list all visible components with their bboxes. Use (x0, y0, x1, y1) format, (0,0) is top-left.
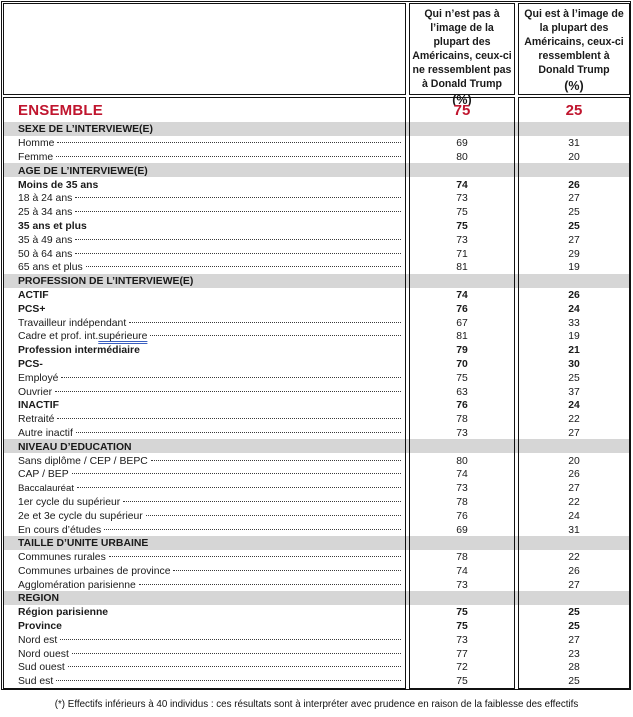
row-value: 73 (456, 579, 468, 591)
footnote: (*) Effectifs inférieurs à 40 individus : ces résultats sont à interpréter avec prudence en raison de la faiblesse des effectifs (54, 699, 579, 710)
row-value-cell (519, 151, 629, 165)
row-value-cell (410, 675, 514, 689)
row-value-cell (519, 358, 629, 372)
row-value-cell (519, 164, 629, 178)
row-label-text: PCS- (18, 358, 43, 370)
row-value-cell (519, 413, 629, 427)
row-label-item (4, 551, 405, 565)
row-value-cell (410, 440, 514, 454)
row-value-cell (410, 399, 514, 413)
row-label-text: NIVEAU D’EDUCATION (18, 441, 132, 453)
row-value: 25 (565, 102, 583, 119)
row-value: 76 (456, 400, 468, 412)
row-value: 69 (456, 524, 468, 536)
row-value: 20 (568, 151, 580, 163)
row-value-cell (410, 427, 514, 441)
row-value: 72 (456, 662, 468, 674)
row-label-text: PROFESSION DE L’INTERVIEWE(E) (18, 276, 194, 288)
row-label-text: Sud est (18, 676, 54, 688)
row-label-item (4, 206, 405, 220)
row-value: 20 (568, 455, 580, 467)
row-value-cell (519, 344, 629, 358)
row-value-cell (410, 98, 514, 123)
row-label-text: Travailleur indépendant (18, 317, 127, 329)
row-label-item (4, 468, 405, 482)
row-value: 28 (568, 662, 580, 674)
row-label-bold (4, 399, 405, 413)
row-value: 80 (456, 455, 468, 467)
dot-leader (75, 238, 401, 240)
row-label-item (4, 661, 405, 675)
row-value-cell (410, 192, 514, 206)
row-value-cell (519, 178, 629, 192)
row-value-cell (519, 275, 629, 289)
row-value-cell (410, 164, 514, 178)
row-value-cell (519, 302, 629, 316)
row-value-cell (519, 206, 629, 220)
row-value-cell (519, 606, 629, 620)
dot-leader (109, 555, 401, 557)
row-value: 75 (456, 220, 468, 232)
row-value-cell (519, 675, 629, 689)
row-value: 74 (456, 565, 468, 577)
row-value-cell (410, 137, 514, 151)
row-value-cell (519, 496, 629, 510)
row-value-cell (410, 647, 514, 661)
row-value: 30 (568, 358, 580, 370)
row-value: 75 (456, 676, 468, 688)
row-value-cell (410, 633, 514, 647)
dot-leader (173, 569, 401, 571)
row-label-section (4, 275, 405, 289)
row-label-text: ENSEMBLE (18, 102, 103, 119)
row-value-cell (519, 330, 629, 344)
row-label-text: Femme (18, 151, 54, 163)
row-value: 22 (568, 552, 580, 564)
row-value-cell (519, 523, 629, 537)
dot-leader (86, 265, 401, 267)
row-value-cell (410, 565, 514, 579)
row-value-cell (410, 330, 514, 344)
row-value: 75 (456, 372, 468, 384)
row-value-cell (410, 289, 514, 303)
row-label-item (4, 578, 405, 592)
row-value: 78 (456, 414, 468, 426)
row-value-cell (519, 371, 629, 385)
row-label-item (4, 509, 405, 523)
row-value-cell (410, 454, 514, 468)
dot-leader (72, 472, 401, 474)
row-value-cell (410, 661, 514, 675)
row-value-cell (410, 371, 514, 385)
row-value: 63 (456, 386, 468, 398)
row-value: 22 (568, 496, 580, 508)
row-value-cell (410, 302, 514, 316)
row-value-cell (519, 468, 629, 482)
row-label-text: Profession intermédiaire (18, 345, 140, 357)
row-label-text: 35 à 49 ans (18, 234, 73, 246)
header-column-is-image-percent: (%) (564, 78, 584, 93)
row-label-text: INACTIF (18, 400, 59, 412)
row-value-cell (519, 261, 629, 275)
row-value-cell (519, 647, 629, 661)
row-value: 19 (568, 262, 580, 274)
row-value-cell (410, 316, 514, 330)
row-value-cell (519, 661, 629, 675)
row-label-text: 25 à 34 ans (18, 207, 73, 219)
row-label-text: Sud ouest (18, 662, 65, 674)
row-value-cell (410, 413, 514, 427)
row-value: 69 (456, 138, 468, 150)
row-label-item (4, 523, 405, 537)
row-label-text: Moins de 35 ans (18, 179, 99, 191)
row-value: 23 (568, 648, 580, 660)
header-column-is-image (518, 3, 630, 95)
row-value: 37 (568, 386, 580, 398)
row-value: 75 (456, 621, 468, 633)
row-value-cell (519, 233, 629, 247)
dot-leader (72, 652, 401, 654)
label-column (3, 97, 406, 689)
row-value-cell (519, 192, 629, 206)
dot-leader (61, 376, 401, 378)
row-value: 25 (568, 207, 580, 219)
row-label-ensemble (4, 98, 405, 123)
row-value-cell (410, 537, 514, 551)
row-value: 25 (568, 372, 580, 384)
row-value: 78 (456, 552, 468, 564)
row-value-cell (410, 247, 514, 261)
row-label-text: Nord est (18, 634, 58, 646)
row-value: 24 (568, 303, 580, 315)
row-value-cell (410, 496, 514, 510)
row-value-cell (519, 137, 629, 151)
dot-leader (56, 679, 401, 681)
row-value-cell (519, 385, 629, 399)
row-value: 29 (568, 248, 580, 260)
row-value: 67 (456, 317, 468, 329)
row-label-section (4, 440, 405, 454)
row-value: 74 (456, 469, 468, 481)
row-value-cell (519, 592, 629, 606)
dot-leader (129, 321, 401, 323)
row-value-cell (519, 509, 629, 523)
header-column-not-image-text: Qui n’est pas à l’image de la plupart des Américains, ceux-ci ne ressemblent pas à Donald Trump (412, 8, 512, 90)
row-value: 73 (456, 634, 468, 646)
row-value: 25 (568, 607, 580, 619)
row-label-text: Agglomération parisienne (18, 579, 136, 591)
row-value: 74 (456, 179, 468, 191)
row-value-cell (410, 606, 514, 620)
row-value-cell (410, 178, 514, 192)
row-label-item (4, 454, 405, 468)
row-value-cell (519, 247, 629, 261)
row-label-text: REGION (18, 593, 59, 605)
dot-leader (75, 196, 401, 198)
dot-leader (55, 390, 401, 392)
dot-leader (75, 252, 401, 254)
row-label-text: SEXE DE L’INTERVIEWE(E) (18, 124, 153, 136)
row-value-cell (519, 98, 629, 123)
row-value-cell (410, 233, 514, 247)
row-label-underlined-text: supérieure (98, 331, 148, 343)
row-label-item (4, 151, 405, 165)
row-label-section (4, 537, 405, 551)
row-label-text: Cadre et prof. int. (18, 331, 99, 343)
row-label-item (4, 261, 405, 275)
row-value: 25 (568, 621, 580, 633)
row-label-bold (4, 344, 405, 358)
row-value-cell (519, 123, 629, 137)
row-value: 75 (456, 607, 468, 619)
dot-leader (60, 638, 401, 640)
row-value: 27 (568, 427, 580, 439)
row-value: 75 (453, 102, 471, 119)
row-value: 27 (568, 483, 580, 495)
row-value: 73 (456, 193, 468, 205)
row-label-item (4, 427, 405, 441)
row-value: 26 (568, 179, 580, 191)
row-value-cell (410, 275, 514, 289)
header-column-not-image (409, 3, 515, 107)
row-value: 77 (456, 648, 468, 660)
row-value-cell (410, 592, 514, 606)
row-label-section (4, 592, 405, 606)
row-value: 33 (568, 317, 580, 329)
row-label-item (4, 330, 405, 344)
row-label-text: Baccalauréat (18, 483, 74, 495)
row-value: 81 (456, 262, 468, 274)
row-value: 73 (456, 234, 468, 246)
row-value: 76 (456, 303, 468, 315)
dot-leader (76, 431, 401, 433)
row-label-text: AGE DE L’INTERVIEWE(E) (18, 165, 148, 177)
dot-leader (151, 459, 401, 461)
table-body (3, 97, 630, 689)
row-value-cell (410, 123, 514, 137)
row-value: 73 (456, 427, 468, 439)
row-label-item (4, 496, 405, 510)
row-value: 26 (568, 469, 580, 481)
row-value: 31 (568, 138, 580, 150)
row-label-item (4, 371, 405, 385)
row-value-cell (410, 206, 514, 220)
row-label-text: Communes urbaines de province (18, 565, 171, 577)
row-label-text: En cours d’études (18, 524, 102, 536)
row-value-cell (410, 482, 514, 496)
row-label-section (4, 164, 405, 178)
values-column-not-image (409, 97, 515, 689)
dot-leader (77, 486, 401, 488)
row-label-text: 18 à 24 ans (18, 193, 73, 205)
row-value: 26 (568, 289, 580, 301)
row-label-item (4, 137, 405, 151)
row-label-item (4, 413, 405, 427)
dot-leader (123, 500, 401, 502)
row-value-cell (519, 565, 629, 579)
row-label-text: 35 ans et plus (18, 220, 87, 232)
row-value: 27 (568, 634, 580, 646)
row-value-cell (519, 633, 629, 647)
row-value: 24 (568, 400, 580, 412)
row-value: 27 (568, 579, 580, 591)
dot-leader (75, 210, 401, 212)
row-value: 78 (456, 496, 468, 508)
row-label-bold (4, 358, 405, 372)
row-label-bold (4, 606, 405, 620)
row-label-item (4, 385, 405, 399)
row-value-cell (410, 578, 514, 592)
row-value: 79 (456, 345, 468, 357)
row-label-text: Communes rurales (18, 552, 106, 564)
row-value-cell (519, 440, 629, 454)
row-label-bold (4, 220, 405, 234)
row-value-cell (410, 220, 514, 234)
row-label-bold (4, 620, 405, 634)
row-value-cell (519, 578, 629, 592)
row-label-text: Ouvrier (18, 386, 53, 398)
header-empty-cell (3, 3, 406, 95)
row-label-text: Région parisienne (18, 607, 109, 619)
row-label-text: 50 à 64 ans (18, 248, 73, 260)
row-value-cell (519, 482, 629, 496)
row-label-item (4, 316, 405, 330)
row-label-text: Province (18, 621, 62, 633)
row-value-cell (519, 454, 629, 468)
row-label-text: Sans diplôme / CEP / BEPC (18, 455, 148, 467)
dot-leader (57, 417, 401, 419)
row-value: 71 (456, 248, 468, 260)
row-value-cell (410, 385, 514, 399)
row-value: 76 (456, 510, 468, 522)
row-label-text: PCS+ (18, 303, 46, 315)
row-label-section (4, 123, 405, 137)
row-value: 74 (456, 289, 468, 301)
row-value-cell (410, 151, 514, 165)
row-label-item (4, 233, 405, 247)
row-value: 73 (456, 483, 468, 495)
row-value-cell (410, 551, 514, 565)
row-value-cell (410, 358, 514, 372)
row-value: 24 (568, 510, 580, 522)
row-value-cell (519, 551, 629, 565)
row-value: 22 (568, 414, 580, 426)
row-value-cell (410, 344, 514, 358)
row-value-cell (519, 220, 629, 234)
row-value: 25 (568, 220, 580, 232)
dot-leader (56, 155, 401, 157)
dot-leader (146, 514, 401, 516)
header-column-not-image-percent: (%) (452, 92, 472, 107)
row-value: 26 (568, 565, 580, 577)
row-value: 27 (568, 193, 580, 205)
dot-leader (68, 665, 401, 667)
row-label-text: Nord ouest (18, 648, 69, 660)
row-value: 70 (456, 358, 468, 370)
row-value-cell (410, 509, 514, 523)
row-value-cell (519, 537, 629, 551)
row-label-text: TAILLE D’UNITE URBAINE (18, 538, 149, 550)
row-value-cell (410, 468, 514, 482)
row-value: 27 (568, 234, 580, 246)
row-value-cell (519, 620, 629, 634)
row-value-cell (410, 523, 514, 537)
row-label-item (4, 192, 405, 206)
row-label-text: 65 ans et plus (18, 262, 83, 274)
header-column-is-image-text: Qui est à l’image de la plupart des Américains, ceux-ci ressemblent à Donald Trump (524, 8, 624, 76)
row-label-text: 2e et 3e cycle du supérieur (18, 510, 143, 522)
dot-leader (150, 334, 401, 336)
row-label-text: Autre inactif (18, 427, 73, 439)
row-value: 75 (456, 207, 468, 219)
row-label-text: 1er cycle du supérieur (18, 496, 121, 508)
dot-leader (139, 583, 401, 585)
dot-leader (57, 141, 401, 143)
row-value: 19 (568, 331, 580, 343)
row-value-cell (519, 316, 629, 330)
row-label-text: Homme (18, 138, 55, 150)
row-value-cell (519, 289, 629, 303)
row-value-cell (519, 427, 629, 441)
row-value: 80 (456, 151, 468, 163)
row-value-cell (410, 620, 514, 634)
row-label-item (4, 647, 405, 661)
row-label-text: Retraité (18, 414, 55, 426)
row-value: 25 (568, 676, 580, 688)
dot-leader (104, 528, 401, 530)
row-label-item (4, 565, 405, 579)
row-value: 31 (568, 524, 580, 536)
row-label-text: Employé (18, 372, 59, 384)
row-value: 81 (456, 331, 468, 343)
values-column-is-image (518, 97, 630, 689)
row-label-text: CAP / BEP (18, 469, 69, 481)
row-label-item (4, 633, 405, 647)
row-label-bold (4, 178, 405, 192)
row-label-text: ACTIF (18, 289, 49, 301)
row-label-bold (4, 289, 405, 303)
row-label-item (4, 675, 405, 689)
row-label-item (4, 247, 405, 261)
row-value-cell (519, 399, 629, 413)
row-label-item (4, 482, 405, 496)
row-value: 21 (568, 345, 580, 357)
row-label-bold (4, 302, 405, 316)
row-value-cell (410, 261, 514, 275)
